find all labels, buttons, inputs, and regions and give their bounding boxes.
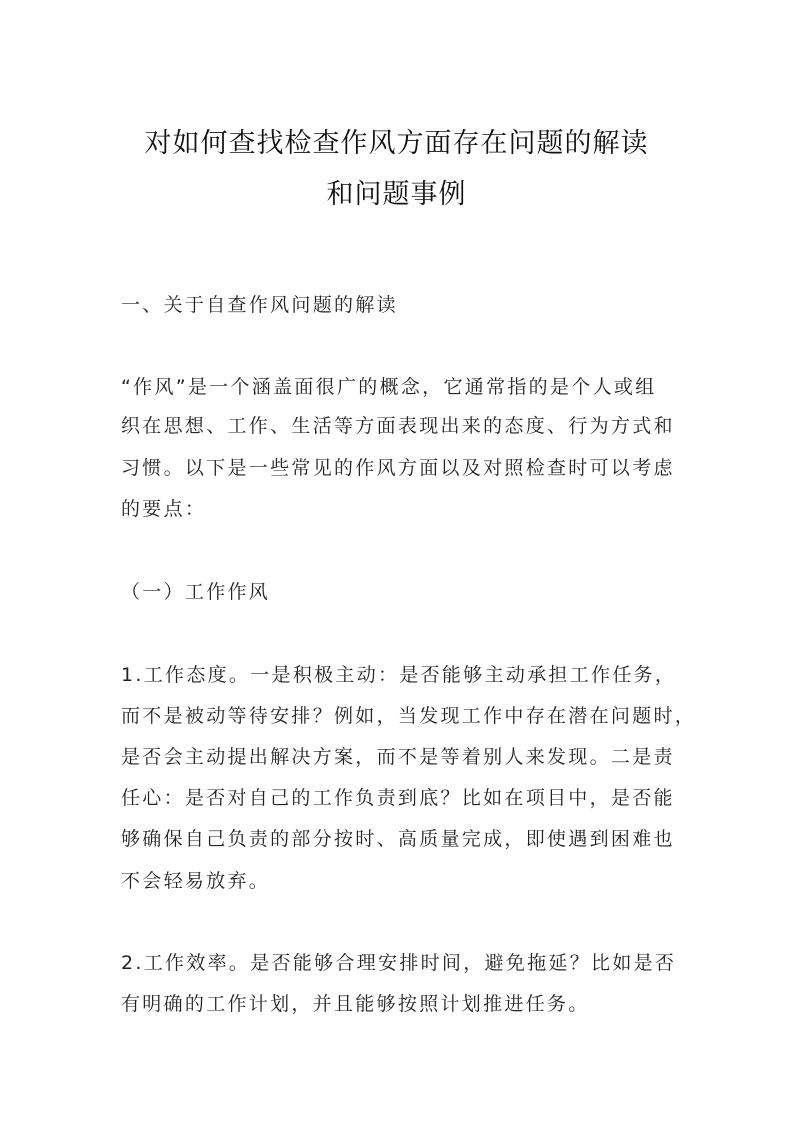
intro-line-3: 习惯。以下是一些常见的作风方面以及对照检查时可以考虑 bbox=[121, 457, 675, 479]
intro-line-2: 织在思想、工作、生活等方面表现出来的态度、行为方式和 bbox=[121, 415, 675, 437]
item2-line-1: 2.工作效率。是否能够合理安排时间，避免拖延？比如是否 bbox=[121, 952, 677, 974]
document-title-line-2: 和问题事例 bbox=[326, 179, 467, 210]
item1-line-5: 够确保自己负责的部分按时、高质量完成，即使遇到困难也 bbox=[121, 828, 675, 850]
item2-line-2: 有明确的工作计划，并且能够按照计划推进任务。 bbox=[121, 993, 590, 1015]
item1-line-4: 任心：是否对自己的工作负责到底？比如在项目中，是否能 bbox=[121, 787, 675, 809]
item1-line-3: 是否会主动提出解决方案，而不是等着别人来发现。二是责 bbox=[121, 746, 675, 768]
section-heading-2: （一）工作作风 bbox=[121, 581, 271, 603]
item1-line-6: 不会轻易放弃。 bbox=[121, 870, 271, 892]
item1-line-2: 而不是被动等待安排？例如，当发现工作中存在潜在问题时， bbox=[121, 705, 697, 727]
document-title-line-1: 对如何查找检查作风方面存在问题的解读 bbox=[144, 128, 649, 159]
intro-line-1: “作风”是一个涵盖面很广的概念，它通常指的是个人或组 bbox=[121, 376, 657, 398]
item1-line-1: 1.工作态度。一是积极主动：是否能够主动承担工作任务， bbox=[121, 664, 677, 686]
section-heading-1: 一、关于自查作风问题的解读 bbox=[121, 294, 398, 316]
intro-line-4: 的要点： bbox=[121, 498, 207, 520]
